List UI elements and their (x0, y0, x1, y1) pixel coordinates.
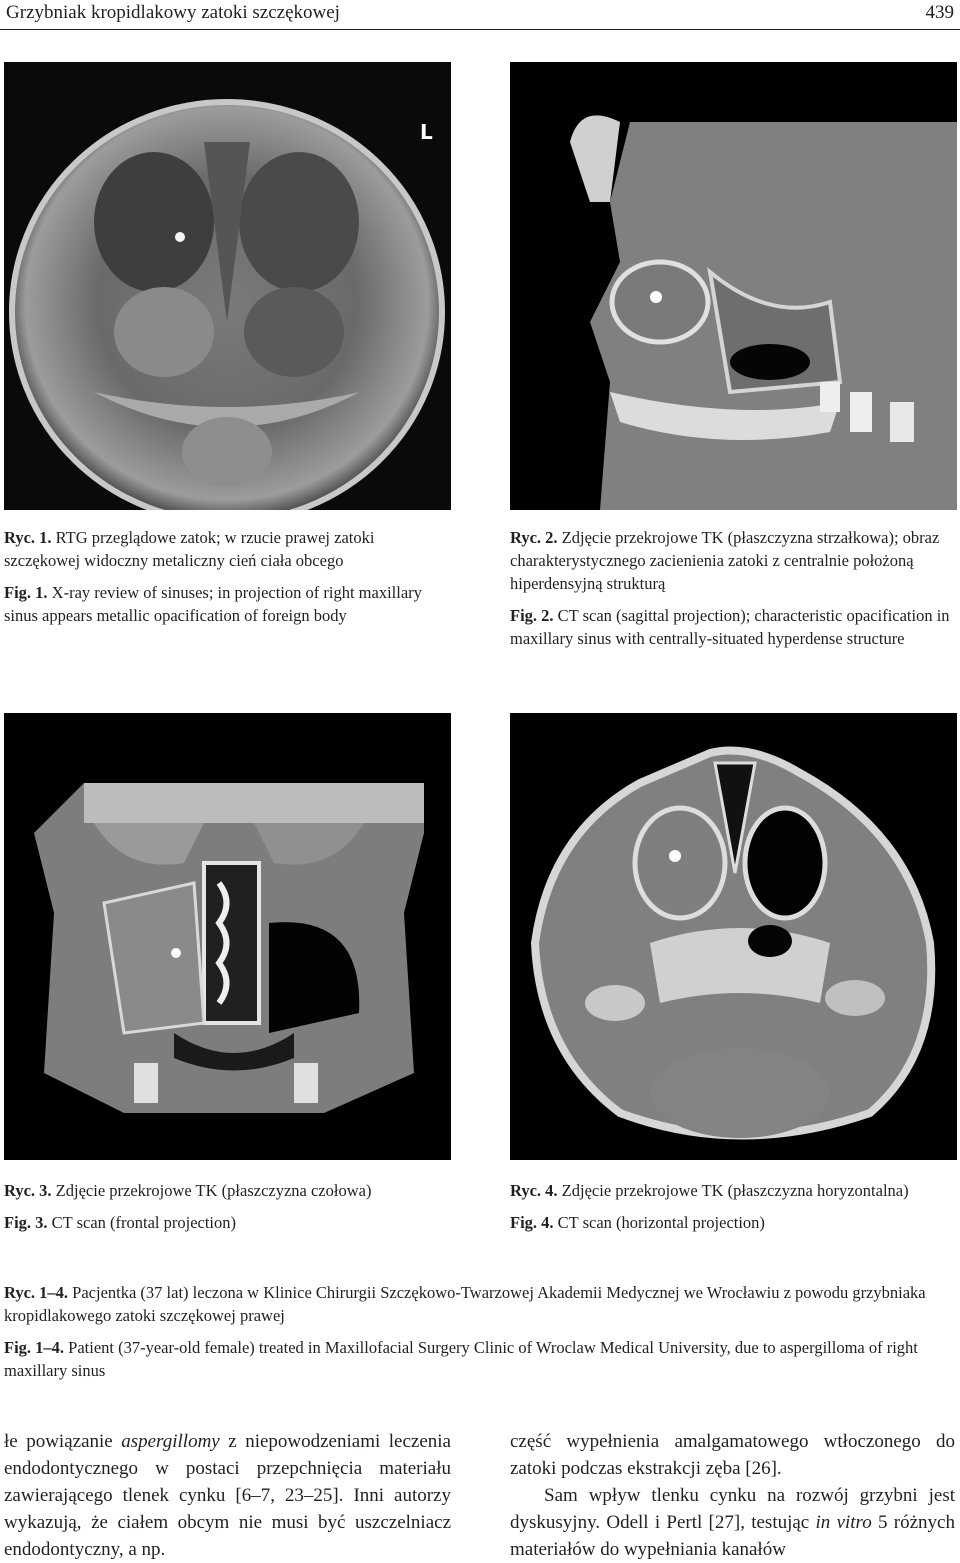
figure-1-caption (4, 526, 451, 636)
figure-2-ryc-text: Zdjęcie przekrojowe TK (płaszczyzna strzałkowa); obraz charakterystycznego zacienienia zatoki z centralnie położoną hiperdensyjną strukturą (510, 528, 940, 593)
combined-fig-text: Patient (37-year-old female) treated in Maxillofacial Surgery Clinic of Wroclaw Medical University, due to aspergilloma of right maxillary sinus (4, 1338, 918, 1380)
figure-3-caption (4, 1179, 451, 1243)
combined-fig-label: Fig. 1–4. (4, 1338, 65, 1357)
body-right-paragraph-1: część wypełnienia amalgamatowego wtłoczonego do zatoki podczas ekstrakcji zęba [26]. (510, 1431, 955, 1479)
combined-figures-caption (4, 1281, 954, 1391)
figure-3-ryc-text: Zdjęcie przekrojowe TK (płaszczyzna czołowa) (55, 1181, 372, 1200)
body-column-left (4, 1428, 451, 1563)
running-header-title: Grzybniak kropidlakowy zatoki szczękowej (6, 2, 340, 23)
emphasis-in-vitro: in vitro (815, 1512, 872, 1533)
figure-4-ryc-label: Ryc. 4. (510, 1181, 558, 1200)
combined-ryc-text: Pacjentka (37 lat) leczona w Klinice Chirurgii Szczękowo-Twarzowej Akademii Medycznej we Wrocławiu z powodu grzybniaka kropidlakowego zatoki szczękowej prawej (4, 1283, 926, 1325)
figure-2-ryc-label: Ryc. 2. (510, 528, 558, 547)
figure-4-ryc-text: Zdjęcie przekrojowe TK (płaszczyzna horyzontalna) (561, 1181, 909, 1200)
page-number: 439 (925, 2, 954, 23)
body-right-paragraph-2: Sam wpływ tlenku cynku na rozwój grzybni jest dyskusyjny. Odell i Pertl [27], testując in vitro 5 różnych materiałów do wypełniania kanałów (510, 1485, 955, 1560)
figure-1-ryc-text: RTG przeglądowe zatok; w rzucie prawej zatoki szczękowej widoczny metaliczny cień ciała obcego (4, 528, 375, 570)
figure-1-xray-image (4, 62, 451, 510)
figure-2-caption (510, 526, 955, 659)
figure-1-fig-text: X-ray review of sinuses; in projection of right maxillary sinus appears metallic opacification of foreign body (4, 583, 422, 625)
emphasis-aspergillomy: aspergillomy (121, 1431, 220, 1452)
figure-3-fig-text: CT scan (frontal projection) (51, 1213, 237, 1232)
combined-ryc-label: Ryc. 1–4. (4, 1283, 69, 1302)
figure-2-fig-text: CT scan (sagittal projection); characteristic opacification in maxillary sinus with centrally-situated hyperdense structure (510, 606, 950, 648)
figure-3-ryc-label: Ryc. 3. (4, 1181, 52, 1200)
figure-4-fig-label: Fig. 4. (510, 1213, 554, 1232)
figure-1-fig-label: Fig. 1. (4, 583, 48, 602)
figure-1-orientation-mark: L (420, 120, 433, 144)
header-rule (0, 29, 960, 30)
figure-4-fig-text: CT scan (horizontal projection) (557, 1213, 765, 1232)
figure-2-fig-label: Fig. 2. (510, 606, 554, 625)
figure-4-horizontal-ct-image (510, 713, 957, 1160)
figure-3-fig-label: Fig. 3. (4, 1213, 48, 1232)
figure-2-sagittal-ct-image (510, 62, 957, 510)
body-left-paragraph: łe powiązanie aspergillomy z niepowodzeniami leczenia endodontycznego w postaci przepchnięcia materiału zawierającego tlenek cynku [6–7, 23–25]. Inni autorzy wykazują, że ciałem obcym nie musi być uszczelniacz endodontyczny, a np. (4, 1431, 451, 1560)
figure-3-frontal-ct-image (4, 713, 451, 1160)
figure-4-caption (510, 1179, 955, 1243)
body-column-right (510, 1428, 955, 1563)
figure-1-ryc-label: Ryc. 1. (4, 528, 52, 547)
